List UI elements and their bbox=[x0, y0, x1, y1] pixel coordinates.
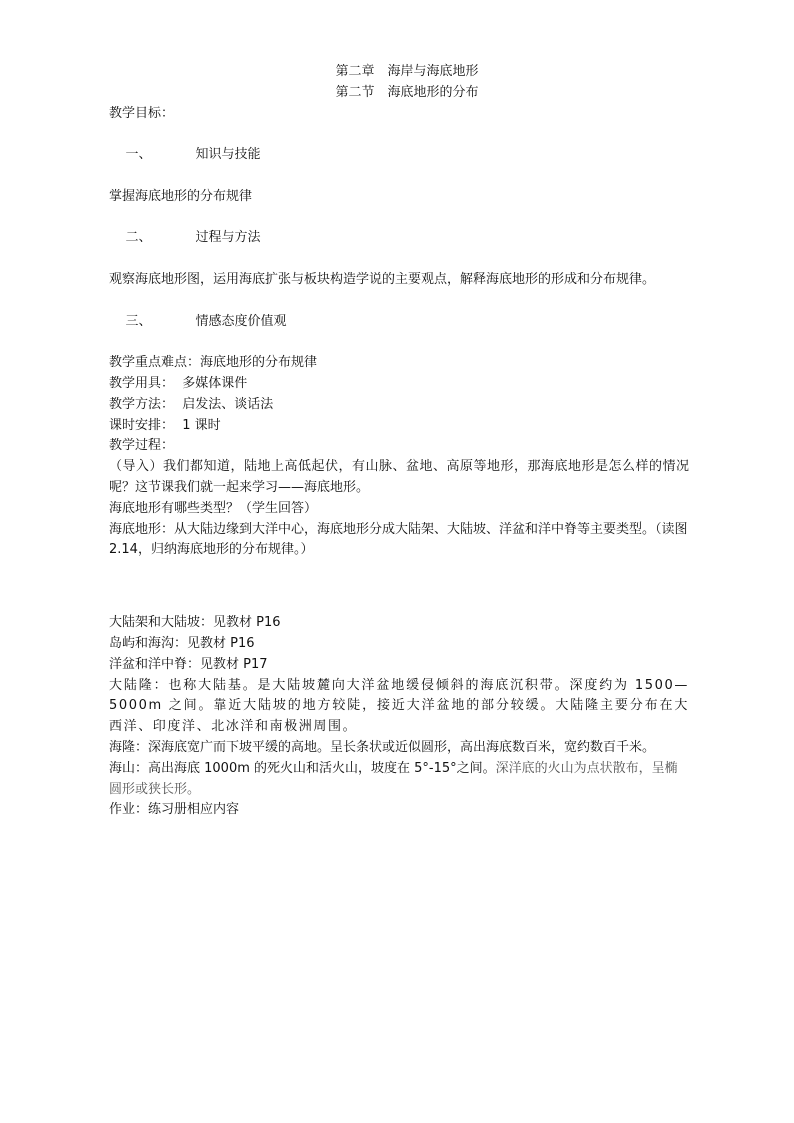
teaching-tools: 教学用具： 多媒体课件 bbox=[109, 375, 248, 391]
objective-1-text: 掌握海底地形的分布规律 bbox=[109, 188, 253, 204]
reference-line: 岛屿和海沟：见教材 P16 bbox=[109, 635, 255, 651]
objective-2-number: 二、 bbox=[125, 230, 152, 246]
oceanic-plateau-paragraph: 海隆：深海底宽广而下坡平缓的高地。呈长条状或近似圆形，高出海底数百米，宽约数百千米。 bbox=[109, 739, 656, 755]
objective-3 bbox=[109, 291, 689, 353]
spacer bbox=[109, 561, 689, 613]
objective-2 bbox=[109, 208, 689, 270]
chapter-title: 第二章 海岸与海底地形 bbox=[335, 64, 479, 79]
objective-2-label: 过程与方法 bbox=[195, 230, 261, 246]
key-points: 教学重点难点：海底地形的分布规律 bbox=[109, 355, 318, 371]
definition-paragraph: 海底地形：从大陆边缘到大洋中心，海底地形分成大陆架、大陆坡、洋盆和洋中脊等主要类型。（读图 2.14，归纳海底地形的分布规律。） bbox=[109, 521, 688, 558]
objective-1 bbox=[109, 124, 689, 186]
objective-3-number: 三、 bbox=[125, 313, 152, 329]
process-heading: 教学过程： bbox=[109, 438, 175, 454]
objective-1-label: 知识与技能 bbox=[195, 147, 261, 163]
section-title: 第二节 海底地形的分布 bbox=[335, 84, 479, 100]
question-line: 海底地形有哪些类型？（学生回答） bbox=[109, 500, 318, 516]
seamount-text-main: 海山：高出海底 1000m 的死火山和活火山，坡度在 5°-15°之间。 bbox=[109, 760, 496, 776]
teaching-methods: 教学方法： 启发法、谈话法 bbox=[109, 396, 274, 412]
homework-line: 作业：练习册相应内容 bbox=[109, 802, 240, 818]
document-page bbox=[109, 62, 689, 821]
continental-rise-paragraph: 大陆隆：也称大陆基。是大陆坡麓向大洋盆地缓侵倾斜的海底沉积带。深度约为 1500—5000m 之间。靠近大陆坡的地方较陡，接近大洋盆地的部分较缓。大陆隆主要分布在大西洋、印度洋、北冰洋和南极洲周围。 bbox=[109, 677, 689, 735]
intro-paragraph: （导入）我们都知道，陆地上高低起伏，有山脉、盆地、高原等地形，那海底地形是怎么样的情况呢？这节课我们就一起来学习——海底地形。 bbox=[109, 459, 689, 495]
objective-2-text: 观察海底地形图，运用海底扩张与板块构造学说的主要观点，解释海底地形的形成和分布规律。 bbox=[109, 271, 656, 287]
seamount-paragraph bbox=[109, 759, 689, 801]
reference-line: 洋盆和洋中脊：见教材 P17 bbox=[109, 656, 268, 672]
seamount-text-extra: 深洋底的火山为点状散布，呈椭圆形或狭长形。 bbox=[109, 760, 678, 797]
class-schedule: 课时安排： 1 课时 bbox=[109, 417, 221, 433]
objectives-heading: 教学目标： bbox=[109, 105, 175, 121]
objective-1-number: 一、 bbox=[125, 147, 152, 163]
reference-line: 大陆架和大陆坡：见教材 P16 bbox=[109, 615, 281, 631]
objective-3-label: 情感态度价值观 bbox=[195, 313, 287, 329]
